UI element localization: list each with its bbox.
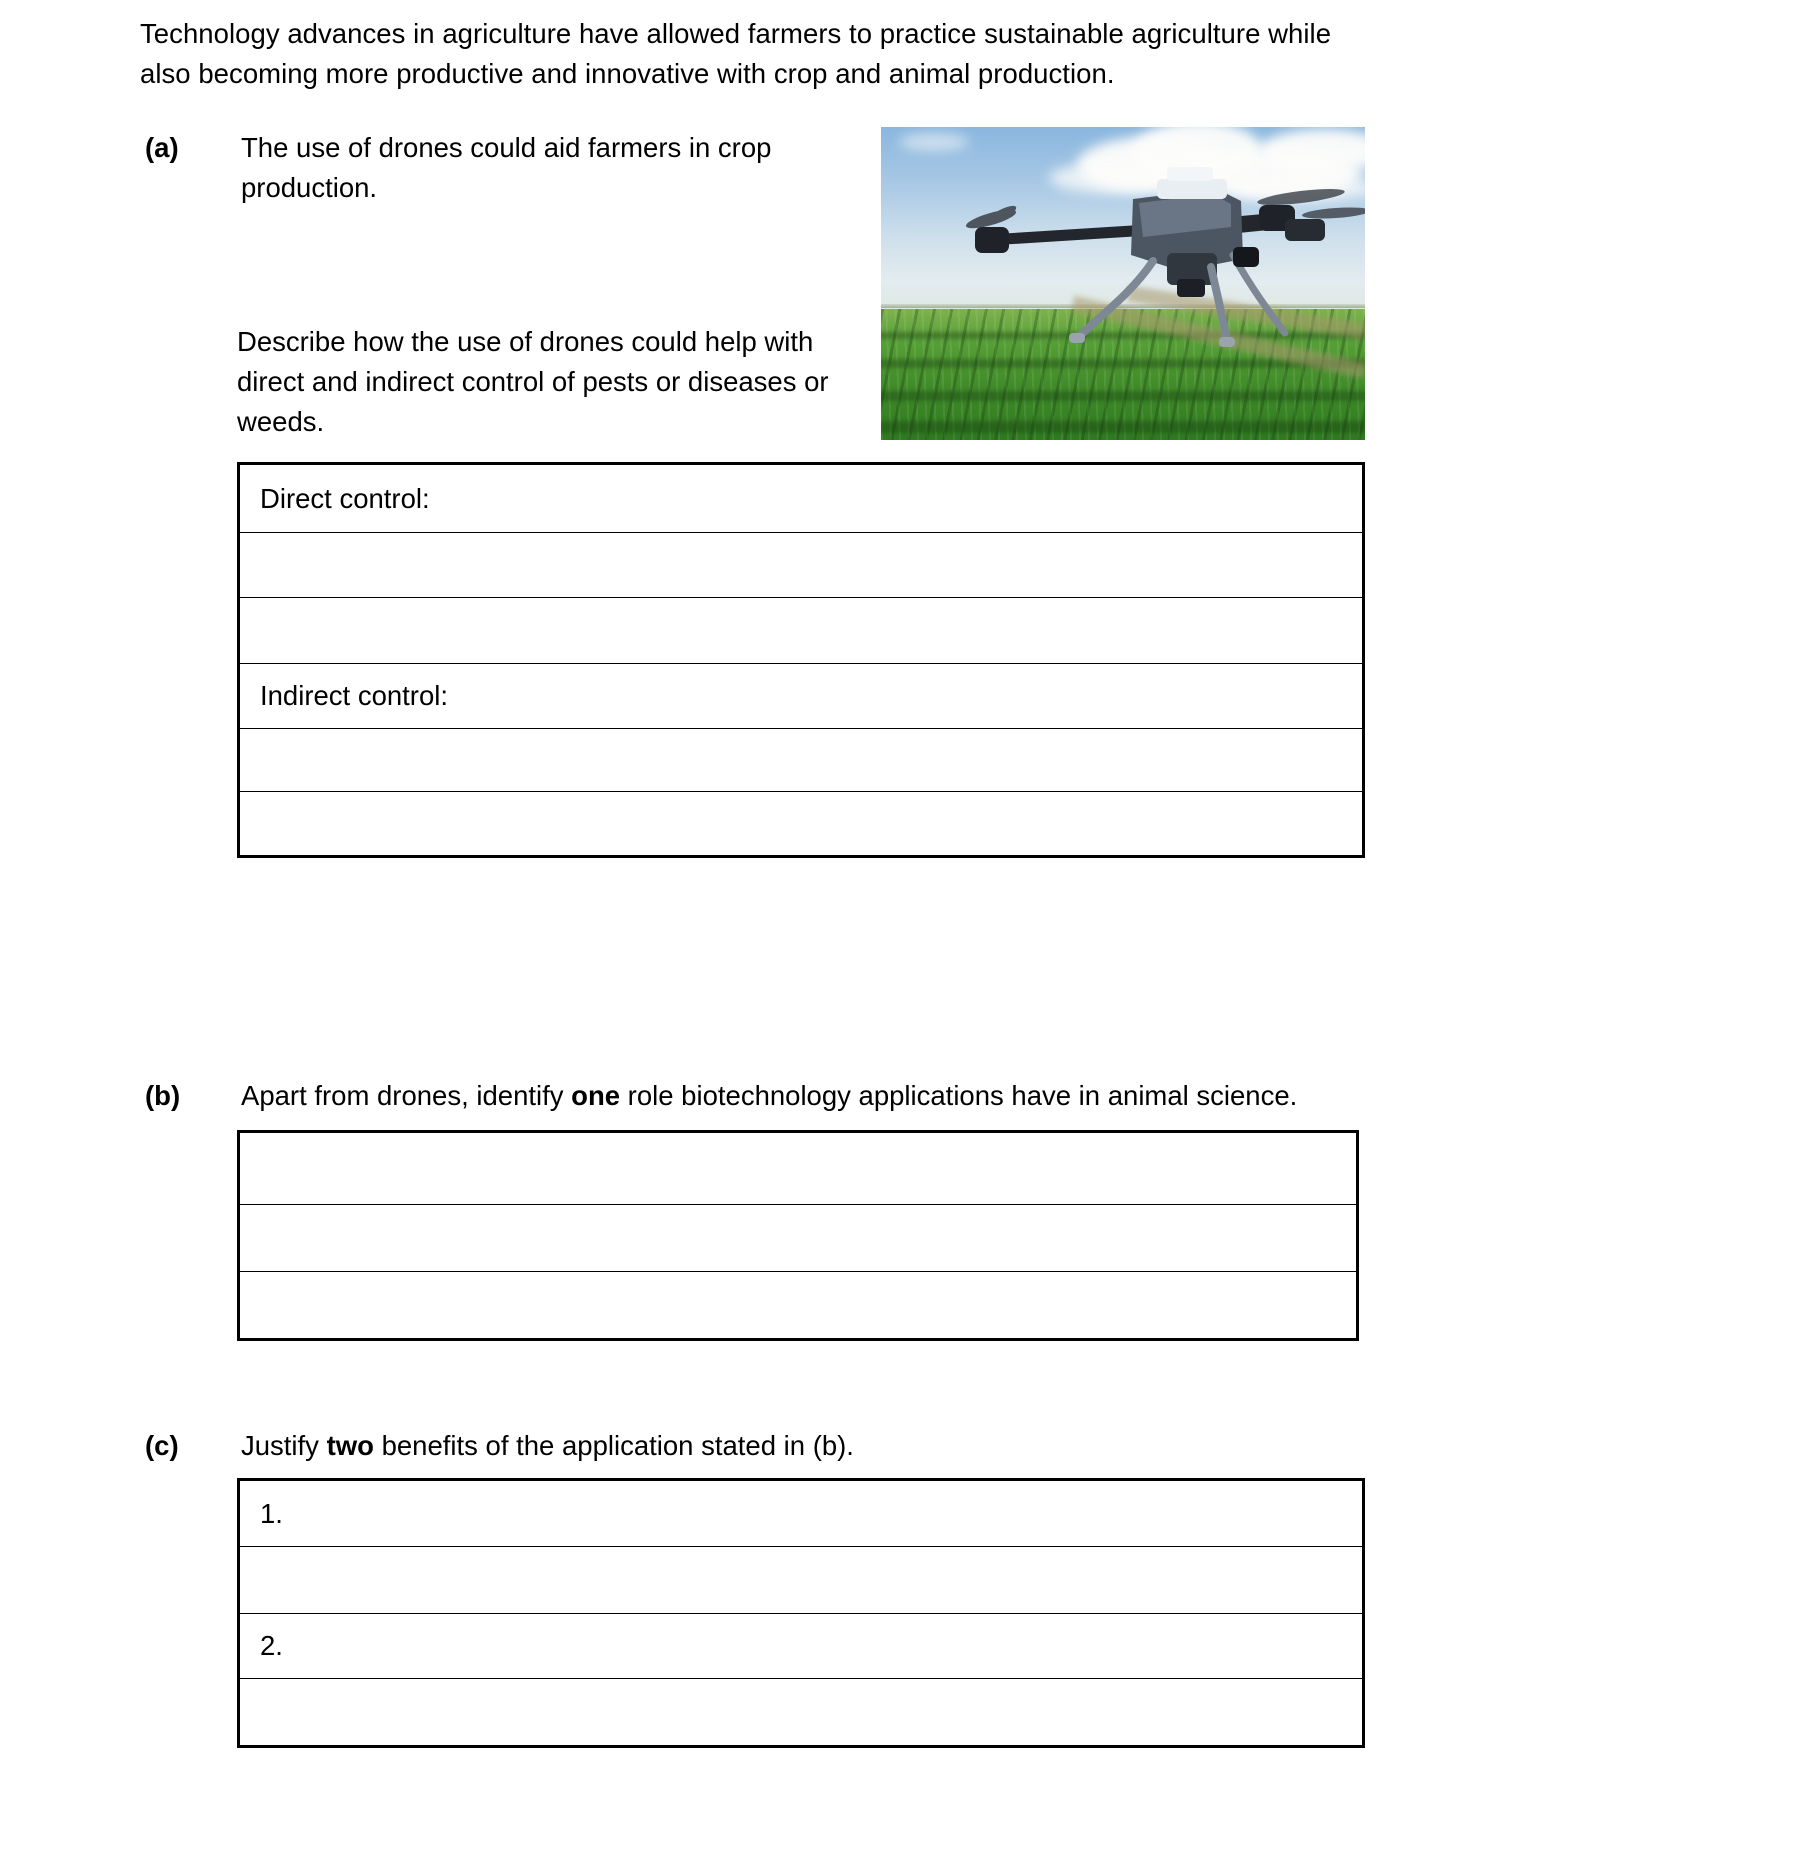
- question-b-text-part1: Apart from drones, identify: [241, 1080, 572, 1111]
- answer-table-a[interactable]: [237, 462, 1365, 858]
- table-row[interactable]: [240, 1614, 1362, 1679]
- table-row[interactable]: [240, 465, 1362, 533]
- question-b-text-part2: role biotechnology applications have in animal science.: [620, 1080, 1298, 1111]
- question-c-text-part1: Justify: [241, 1430, 327, 1461]
- question-c: [145, 1426, 1375, 1466]
- drone-icon: [881, 127, 1365, 440]
- question-c-bold-word: two: [326, 1430, 374, 1461]
- table-row[interactable]: [240, 1272, 1356, 1338]
- question-b-label: (b): [145, 1080, 181, 1111]
- table-row[interactable]: [240, 664, 1362, 729]
- question-a: [145, 128, 905, 208]
- table-row[interactable]: [240, 1481, 1362, 1547]
- table-row[interactable]: [240, 1679, 1362, 1745]
- table-row[interactable]: [240, 533, 1362, 598]
- question-b: [145, 1076, 1375, 1116]
- answer-table-c[interactable]: [237, 1478, 1365, 1748]
- row-label: 2.: [260, 1630, 283, 1661]
- table-row[interactable]: [240, 792, 1362, 855]
- answer-table-b[interactable]: [237, 1130, 1359, 1341]
- table-row[interactable]: [240, 598, 1362, 664]
- drone-photo: [881, 127, 1365, 440]
- table-row[interactable]: [240, 1133, 1356, 1205]
- question-c-label: (c): [145, 1430, 179, 1461]
- row-label: Indirect control:: [260, 680, 449, 711]
- table-row[interactable]: [240, 1547, 1362, 1614]
- question-b-bold-word: one: [571, 1080, 621, 1111]
- row-label: 1.: [260, 1497, 283, 1529]
- question-a-label: (a): [145, 132, 179, 163]
- table-row[interactable]: [240, 1205, 1356, 1272]
- table-row[interactable]: [240, 729, 1362, 792]
- question-a-instruction: Describe how the use of drones could help with direct and indirect control of pests or diseases or weeds.: [237, 326, 829, 437]
- question-b-text: [241, 1076, 1297, 1116]
- question-a-stem: The use of drones could aid farmers in crop production.: [241, 132, 772, 203]
- row-label: Direct control:: [260, 482, 430, 514]
- question-c-text-part2: benefits of the application stated in (b).: [373, 1430, 854, 1461]
- question-c-text: [241, 1426, 854, 1466]
- intro-paragraph: Technology advances in agriculture have allowed farmers to practice sustainable agriculture while also becoming more productive and innovative with crop and animal production.: [140, 18, 1332, 89]
